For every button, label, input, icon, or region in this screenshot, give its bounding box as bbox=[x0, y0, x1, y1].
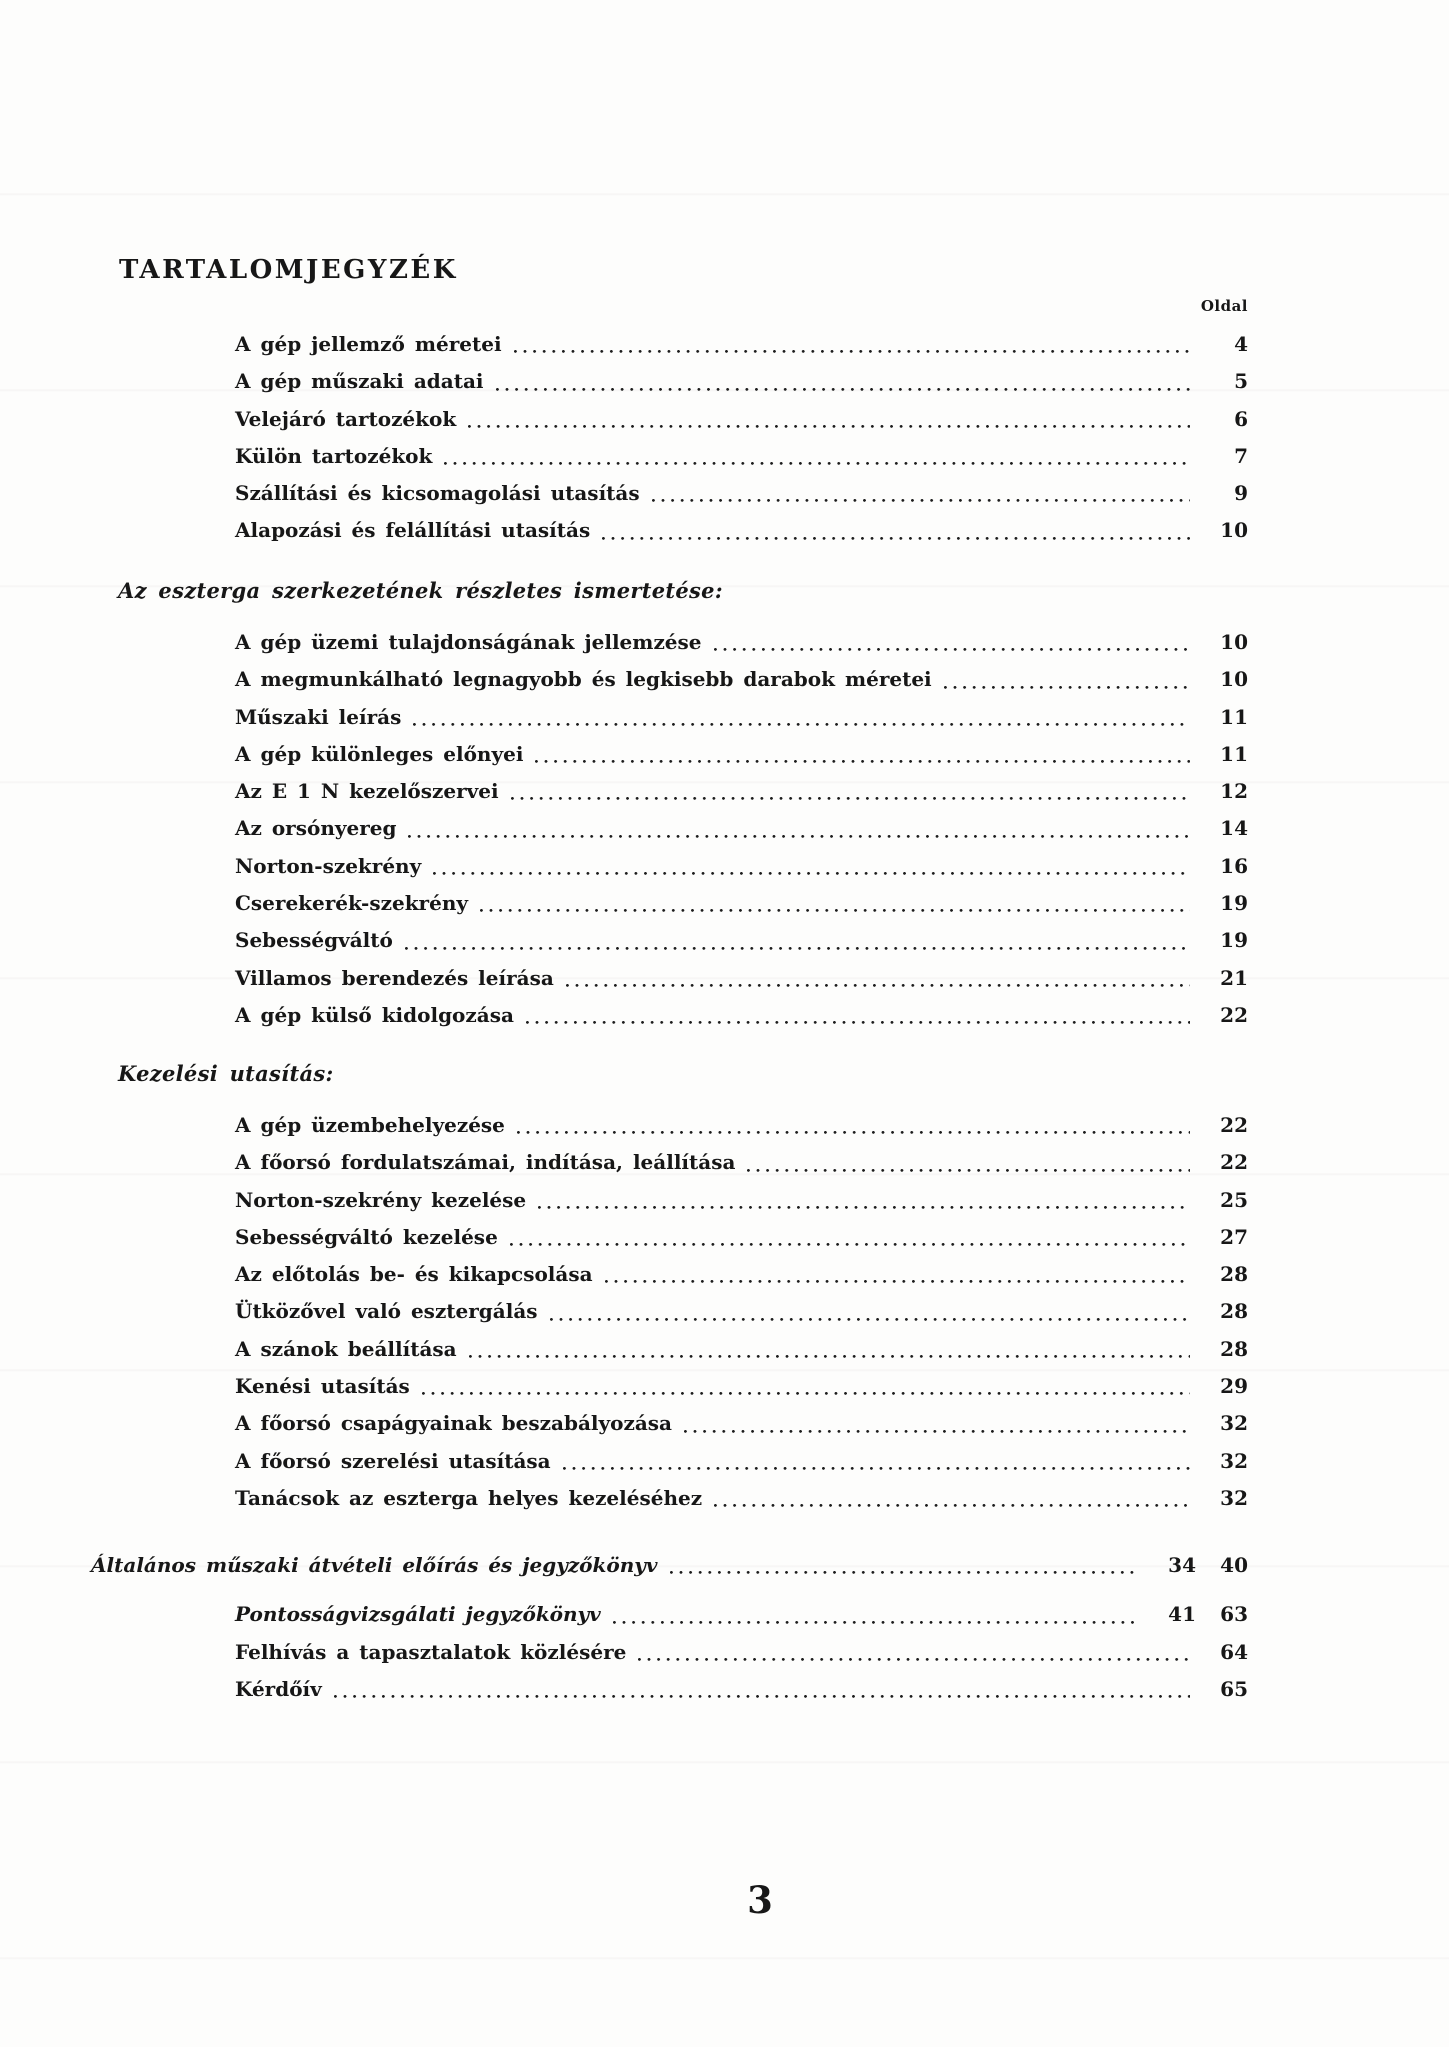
toc-entry bbox=[235, 1480, 1248, 1517]
toc-entry-label: Az orsónyereg bbox=[235, 816, 397, 841]
toc-entry-label: Általános műszaki átvételi előírás és jegyzőkönyv bbox=[91, 1553, 658, 1577]
toc-entry-label: Norton-szekrény bbox=[235, 853, 422, 878]
toc-entry bbox=[235, 848, 1248, 885]
dot-leader bbox=[670, 1547, 1140, 1584]
toc-section-operating bbox=[0, 1107, 1248, 1517]
toc-entry-label: A gép külső kidolgozása bbox=[235, 1002, 514, 1027]
toc-entry-page-number: 7 bbox=[1234, 443, 1248, 468]
toc-entry-label: Villamos berendezés leírása bbox=[235, 965, 554, 990]
toc-entry bbox=[235, 922, 1248, 959]
toc-entry-page-number: 19 bbox=[1220, 891, 1248, 916]
page-column-header: Oldal bbox=[1200, 297, 1248, 315]
dot-leader bbox=[496, 363, 1190, 400]
dot-leader bbox=[538, 1182, 1190, 1219]
dot-leader bbox=[444, 438, 1190, 475]
toc-entry bbox=[235, 1443, 1248, 1480]
dot-leader bbox=[405, 922, 1190, 959]
toc-entry bbox=[235, 1368, 1248, 1405]
dot-leader bbox=[535, 736, 1190, 773]
toc-entry-page-number: 10 bbox=[1220, 667, 1248, 692]
toc-entry bbox=[235, 699, 1248, 736]
toc-entry-label: Tanácsok az eszterga helyes kezeléséhez bbox=[235, 1485, 703, 1510]
toc-entry bbox=[235, 736, 1248, 773]
toc-entry-page-number: 27 bbox=[1220, 1224, 1248, 1249]
toc-entry-label: Kérdőív bbox=[235, 1676, 322, 1701]
toc-entry-page-number: 40 bbox=[1220, 1553, 1248, 1577]
toc-entry-page-number: 29 bbox=[1220, 1374, 1248, 1399]
toc-entry-page-number: 16 bbox=[1220, 853, 1248, 878]
dot-leader bbox=[550, 1293, 1190, 1330]
toc-entry-label: A gép jellemző méretei bbox=[235, 332, 502, 356]
toc-entry-label: A gép különleges előnyei bbox=[235, 741, 524, 766]
toc-entry-secondary-page-number: 34 bbox=[1168, 1553, 1196, 1577]
toc-entry-page-number: 32 bbox=[1220, 1448, 1248, 1473]
dot-leader bbox=[714, 1480, 1190, 1517]
toc-entry bbox=[235, 401, 1248, 438]
toc-section-front-matter bbox=[0, 326, 1248, 550]
dot-leader bbox=[613, 1596, 1140, 1633]
toc-entry-label: Az előtolás be- és kikapcsolása bbox=[235, 1262, 593, 1287]
toc-entry-page-number: 63 bbox=[1220, 1602, 1248, 1627]
dot-leader bbox=[511, 773, 1190, 810]
toc-section-construction bbox=[0, 624, 1248, 1034]
toc-entry-page-number: 22 bbox=[1220, 1150, 1248, 1175]
toc-entry bbox=[235, 997, 1248, 1034]
dot-leader bbox=[480, 885, 1190, 922]
dot-leader bbox=[602, 512, 1190, 549]
toc-entry bbox=[235, 363, 1248, 400]
dot-leader bbox=[408, 810, 1190, 847]
toc-entry-label: Az E 1 N kezelőszervei bbox=[235, 779, 499, 804]
dot-leader bbox=[433, 848, 1190, 885]
dot-leader bbox=[714, 624, 1190, 661]
toc-entry bbox=[235, 1405, 1248, 1442]
toc-entry-label: A főorsó fordulatszámai, indítása, leállítása bbox=[235, 1150, 736, 1175]
toc-entry-page-number: 14 bbox=[1220, 816, 1248, 841]
toc-entry-label: Sebességváltó bbox=[235, 928, 393, 953]
toc-entry bbox=[235, 326, 1248, 363]
dot-leader bbox=[422, 1368, 1190, 1405]
toc-entry-page-number: 11 bbox=[1220, 704, 1248, 729]
toc-entry bbox=[235, 960, 1248, 997]
dot-leader bbox=[944, 661, 1190, 698]
toc-entry-label: A főorsó szerelési utasítása bbox=[235, 1448, 551, 1473]
toc-entry bbox=[235, 624, 1248, 661]
folio-page-number: 3 bbox=[747, 1878, 773, 1922]
toc-entry-label: Cserekerék-szekrény bbox=[235, 891, 468, 916]
toc-entry-label: Velejáró tartozékok bbox=[235, 406, 457, 431]
toc-section-heading-construction: Az eszterga szerkezetének részletes ismertetése: bbox=[118, 578, 723, 603]
dot-leader bbox=[684, 1405, 1190, 1442]
toc-section-back-matter bbox=[0, 1547, 1248, 1708]
toc-entry-page-number: 10 bbox=[1220, 630, 1248, 654]
dot-leader bbox=[747, 1144, 1190, 1181]
toc-entry-label: A gép üzemi tulajdonságának jellemzése bbox=[235, 630, 702, 654]
toc-entry-page-number: 4 bbox=[1234, 332, 1248, 356]
toc-entry-page-number: 10 bbox=[1220, 518, 1248, 543]
toc-entry-label: Ütközővel való esztergálás bbox=[235, 1299, 538, 1324]
toc-entry-page-number: 6 bbox=[1234, 406, 1248, 431]
toc-entry bbox=[91, 1547, 1248, 1584]
dot-leader bbox=[514, 326, 1190, 363]
toc-entry-page-number: 25 bbox=[1220, 1187, 1248, 1212]
toc-entry-label: Kenési utasítás bbox=[235, 1374, 410, 1399]
toc-entry-page-number: 21 bbox=[1220, 965, 1248, 990]
dot-leader bbox=[413, 699, 1190, 736]
toc-entry-label: Szállítási és kicsomagolási utasítás bbox=[235, 481, 640, 506]
toc-entry bbox=[235, 475, 1248, 512]
toc-entry bbox=[235, 1256, 1248, 1293]
toc-entry bbox=[235, 1293, 1248, 1330]
toc-entry bbox=[235, 1331, 1248, 1368]
dot-leader bbox=[652, 475, 1190, 512]
toc-entry-page-number: 64 bbox=[1220, 1639, 1248, 1664]
toc-entry bbox=[235, 1107, 1248, 1144]
dot-leader bbox=[605, 1256, 1190, 1293]
toc-entry bbox=[235, 1634, 1248, 1671]
toc-entry-label: Felhívás a tapasztalatok közlésére bbox=[235, 1639, 627, 1664]
toc-entry-page-number: 12 bbox=[1220, 779, 1248, 804]
toc-entry-label: A főorsó csapágyainak beszabályozása bbox=[235, 1411, 673, 1436]
toc-entry-page-number: 65 bbox=[1220, 1676, 1248, 1701]
toc-entry bbox=[235, 1596, 1248, 1633]
toc-entry bbox=[235, 512, 1248, 549]
toc-entry-page-number: 19 bbox=[1220, 928, 1248, 953]
toc-entry bbox=[235, 1671, 1248, 1708]
toc-entry-page-number: 28 bbox=[1220, 1299, 1248, 1324]
toc-entry bbox=[235, 810, 1248, 847]
dot-leader bbox=[510, 1219, 1190, 1256]
dot-leader bbox=[526, 997, 1190, 1034]
toc-entry-label: Pontosságvizsgálati jegyzőkönyv bbox=[235, 1602, 601, 1627]
toc-entry bbox=[235, 885, 1248, 922]
toc-entry-label: Külön tartozékok bbox=[235, 443, 433, 468]
toc-entry-label: Alapozási és felállítási utasítás bbox=[235, 518, 591, 543]
toc-entry-page-number: 28 bbox=[1220, 1336, 1248, 1361]
toc-entry-secondary-page-number: 41 bbox=[1168, 1602, 1196, 1627]
toc-entry-page-number: 5 bbox=[1234, 369, 1248, 394]
toc-entry-label: A gép üzembehelyezése bbox=[235, 1113, 505, 1137]
toc-entry bbox=[235, 1144, 1248, 1181]
dot-leader bbox=[517, 1107, 1190, 1144]
toc-entry-page-number: 32 bbox=[1220, 1411, 1248, 1436]
toc-entry bbox=[235, 1182, 1248, 1219]
dot-leader bbox=[638, 1634, 1190, 1671]
dot-leader bbox=[334, 1671, 1190, 1708]
toc-entry-label: Norton-szekrény kezelése bbox=[235, 1187, 527, 1212]
toc-entry-page-number: 9 bbox=[1234, 481, 1248, 506]
toc-section-heading-operating: Kezelési utasítás: bbox=[118, 1061, 334, 1086]
toc-entry-page-number: 28 bbox=[1220, 1262, 1248, 1287]
dot-leader bbox=[469, 1331, 1190, 1368]
toc-entry bbox=[235, 661, 1248, 698]
toc-entry-label: Műszaki leírás bbox=[235, 704, 402, 729]
toc-entry bbox=[235, 773, 1248, 810]
dot-leader bbox=[563, 1443, 1190, 1480]
toc-entry-label: A szánok beállítása bbox=[235, 1336, 457, 1361]
toc-entry-label: A megmunkálható legnagyobb és legkisebb darabok méretei bbox=[235, 667, 932, 692]
page-title: TARTALOMJEGYZÉK bbox=[119, 255, 458, 286]
toc-entry bbox=[235, 1219, 1248, 1256]
toc-entry-label: A gép műszaki adatai bbox=[235, 369, 484, 394]
toc-entry-label: Sebességváltó kezelése bbox=[235, 1224, 498, 1249]
toc-entry-page-number: 11 bbox=[1220, 741, 1248, 766]
toc-entry bbox=[235, 438, 1248, 475]
dot-leader bbox=[468, 401, 1190, 438]
toc-entry-page-number: 22 bbox=[1220, 1113, 1248, 1137]
dot-leader bbox=[566, 960, 1190, 997]
toc-entry-page-number: 22 bbox=[1220, 1002, 1248, 1027]
toc-entry-page-number: 32 bbox=[1220, 1485, 1248, 1510]
